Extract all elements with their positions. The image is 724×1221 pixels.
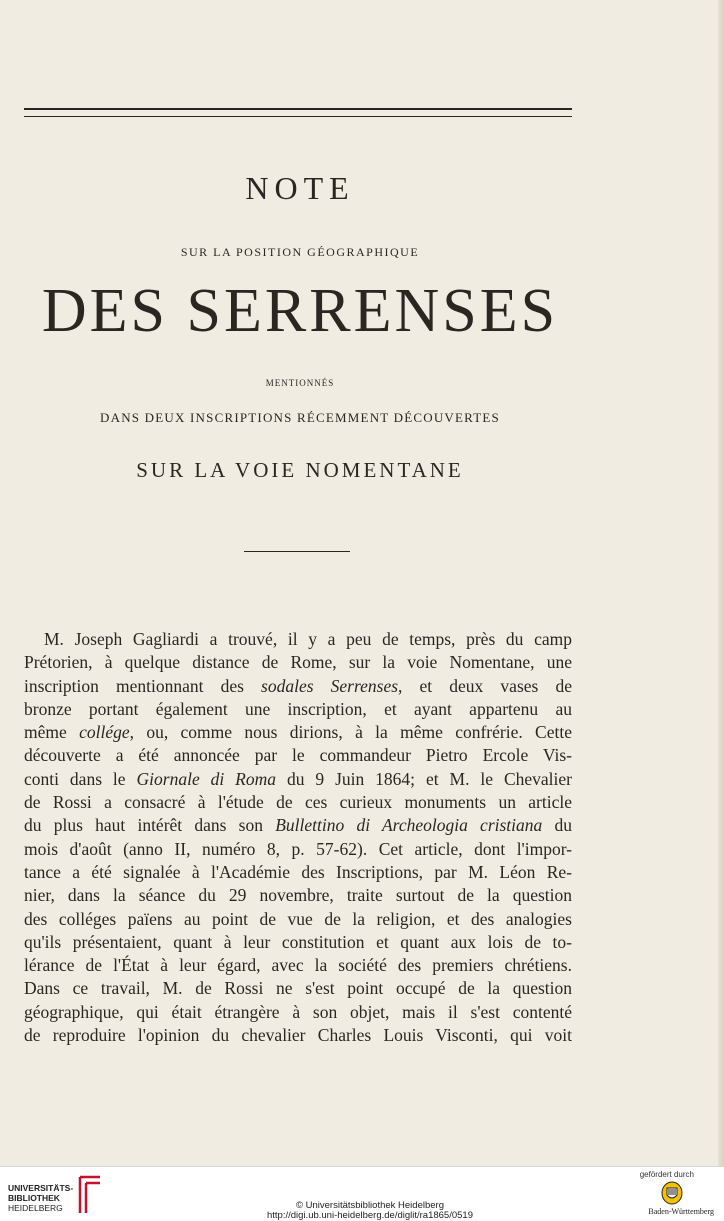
text-run: M. Joseph Gagliardi a trouvé, il y a peu de temps, près du camp bbox=[44, 629, 572, 649]
text-run: de reproduire l'opinion du chevalier Charles Louis Visconti, qui voit bbox=[24, 1025, 572, 1046]
page-edge bbox=[718, 0, 724, 1166]
permalink-url[interactable]: http://digi.ub.uni-heidelberg.de/diglit/ra1865/0519 bbox=[267, 1210, 473, 1221]
text-run: du 9 Juin 1864; et M. le Chevalier bbox=[276, 768, 572, 789]
text-line bbox=[24, 861, 572, 884]
italic-title: collége bbox=[79, 722, 130, 743]
text-line bbox=[24, 791, 572, 814]
text-run: inscription mentionnant des bbox=[24, 675, 262, 696]
text-line bbox=[24, 977, 572, 1000]
text-line bbox=[24, 814, 572, 837]
title-main: DES SERRENSES bbox=[41, 277, 559, 345]
text-line bbox=[24, 908, 572, 931]
section-divider bbox=[244, 551, 350, 552]
viewer-footer bbox=[0, 1166, 724, 1221]
header-rule-thin bbox=[24, 116, 572, 117]
library-name-line2: BIBLIOTHEK bbox=[8, 1193, 60, 1203]
text-run: découverte a été annoncée par le commandeur Pietro Ercole Vis- bbox=[24, 745, 572, 766]
text-run: tance a été signalée à l'Académie des Inscriptions, par M. Léon Re- bbox=[24, 861, 572, 882]
body-paragraph bbox=[24, 628, 572, 1047]
text-line bbox=[24, 768, 572, 791]
subtitle-mentioned: MENTIONNÉS bbox=[265, 378, 335, 388]
text-run: lérance de l'État à leur égard, avec la société des premiers chrétiens. bbox=[24, 955, 572, 976]
text-line bbox=[24, 838, 572, 861]
library-name-line1: UNIVERSITÄTS- bbox=[8, 1183, 74, 1193]
header-rule-thick bbox=[24, 108, 572, 110]
text-line bbox=[24, 1024, 572, 1047]
italic-title: sodales Serrenses bbox=[261, 675, 399, 696]
text-line bbox=[24, 954, 572, 977]
text-run: conti dans le bbox=[24, 768, 137, 789]
text-line bbox=[24, 931, 572, 954]
text-run: bronze portant également une inscription, et ayant appartenu au bbox=[24, 698, 572, 719]
text-run: Prétorien, à quelque distance de Rome, sur la voie Nomentane, une bbox=[24, 652, 572, 673]
text-run: de Rossi a consacré à l'étude de ces curieux monuments un article bbox=[24, 792, 572, 813]
text-run: géographique, qui était étrangère à son objet, mais il s'est contenté bbox=[24, 1001, 572, 1022]
subtitle-road: SUR LA VOIE NOMENTANE bbox=[136, 458, 464, 482]
subtitle-position: SUR LA POSITION GÉOGRAPHIQUE bbox=[180, 245, 420, 259]
text-run: du bbox=[542, 815, 573, 836]
subtitle-inscriptions: DANS DEUX INSCRIPTIONS RÉCEMMENT DÉCOUVERTES bbox=[100, 410, 500, 425]
library-name-line3: HEIDELBERG bbox=[8, 1203, 63, 1213]
text-line bbox=[24, 675, 572, 698]
text-line bbox=[24, 744, 572, 767]
library-logo-icon[interactable] bbox=[76, 1175, 104, 1215]
text-run: du plus haut intérêt dans son bbox=[24, 815, 276, 836]
text-run: Dans ce travail, M. de Rossi ne s'est point occupé de la question bbox=[24, 978, 572, 999]
text-line bbox=[24, 884, 572, 907]
text-line bbox=[24, 698, 572, 721]
text-line bbox=[24, 628, 572, 651]
text-run: nier, dans la séance du 29 novembre, traite surtout de la question bbox=[24, 885, 572, 906]
text-run: mois d'août (anno II, numéro 8, p. 57-62). Cet article, dont l'impor- bbox=[24, 838, 572, 859]
text-line bbox=[24, 651, 572, 674]
title-note: NOTE bbox=[245, 170, 355, 206]
italic-title: Giornale di Roma bbox=[136, 768, 277, 789]
state-coat-of-arms-icon bbox=[660, 1181, 684, 1205]
text-run: , ou, comme nous dirions, à la même confrérie. Cette bbox=[129, 722, 572, 743]
text-run: même bbox=[24, 722, 80, 743]
text-run: des colléges païens au point de vue de la religion, et des analogies bbox=[24, 908, 572, 929]
text-line bbox=[24, 721, 572, 744]
sponsor-label: gefördert durch bbox=[639, 1170, 694, 1179]
text-run: qu'ils présentaient, quant à leur constitution et quant aux lois de to- bbox=[24, 931, 572, 952]
copyright-notice: © Universitätsbibliothek Heidelberg bbox=[296, 1200, 444, 1211]
sponsor-name: Baden-Württemberg bbox=[648, 1207, 714, 1216]
library-name[interactable] bbox=[8, 1183, 73, 1213]
italic-title: Bullettino di Archeologia cristiana bbox=[275, 815, 543, 836]
text-run: , et deux vases de bbox=[398, 675, 572, 696]
text-line bbox=[24, 1001, 572, 1024]
